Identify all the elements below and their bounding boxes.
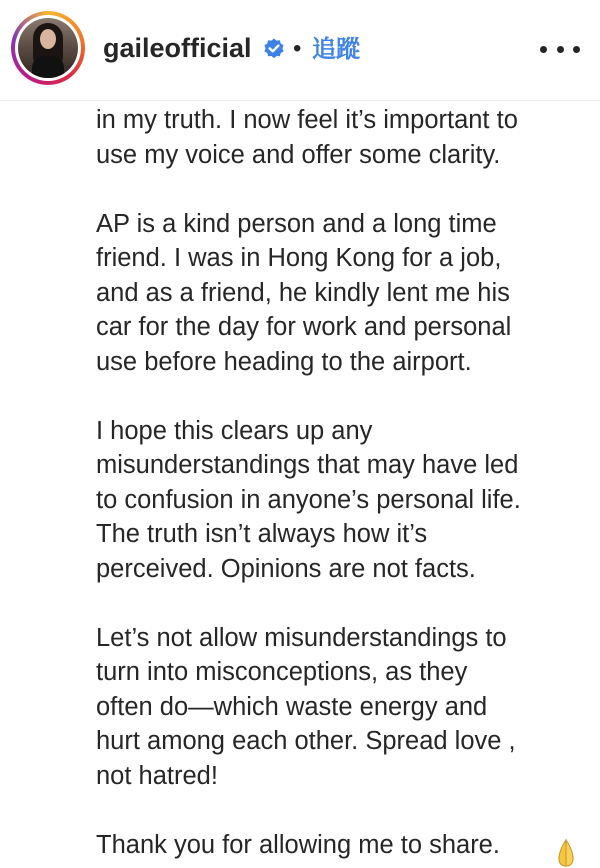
avatar-dress — [32, 56, 64, 78]
paragraph-gap — [96, 793, 586, 828]
caption-line: misunderstandings that may have led — [96, 451, 519, 479]
caption-line: AP is a kind person and a long time — [96, 209, 497, 238]
separator-dot: • — [293, 35, 302, 62]
avatar-face — [40, 29, 56, 49]
caption-line: not hatred! — [96, 761, 218, 790]
username-link[interactable]: gaileofficial — [103, 33, 252, 63]
verified-badge-icon — [262, 37, 286, 61]
paragraph-gap — [96, 586, 586, 621]
caption-line: perceived. Opinions are not facts. — [96, 554, 476, 583]
caption-line: use before heading to the airport. — [96, 347, 472, 376]
caption-line: friend. I was in Hong Kong for a job, — [96, 244, 502, 272]
paragraph-gap — [96, 379, 586, 414]
caption-line: turn into misconceptions, as they — [96, 658, 468, 686]
caption-line: often do—which waste energy and — [96, 692, 488, 721]
caption-line: and as a friend, he kindly lent me his — [96, 278, 510, 307]
caption-line: hurt among each other. Spread love , — [96, 727, 516, 755]
paragraph-gap — [96, 172, 586, 207]
caption-line: use my voice and offer some clarity. — [96, 140, 501, 169]
avatar-border — [15, 15, 81, 81]
caption-line: Let’s not allow misunderstandings to — [96, 623, 507, 652]
caption-line: I hope this clears up any — [96, 416, 373, 445]
story-ring[interactable] — [11, 11, 85, 85]
caption-line: car for the day for work and personal — [96, 313, 512, 341]
more-dot — [557, 46, 564, 53]
more-options-icon[interactable] — [540, 37, 580, 61]
more-dot — [540, 46, 547, 53]
post-header — [0, 0, 600, 101]
caption-line: in my truth. I now feel it’s important to — [96, 106, 518, 134]
caption-line: Thank you for allowing me to share. — [96, 830, 500, 859]
more-dot — [573, 46, 580, 53]
avatar[interactable] — [18, 18, 78, 78]
folded-hands-icon — [555, 838, 577, 868]
caption-line: to confusion in anyone’s personal life. — [96, 485, 521, 514]
caption-line: The truth isn’t always how it’s — [96, 520, 428, 548]
follow-button[interactable]: 追蹤 — [312, 35, 360, 63]
post-caption — [96, 103, 586, 862]
